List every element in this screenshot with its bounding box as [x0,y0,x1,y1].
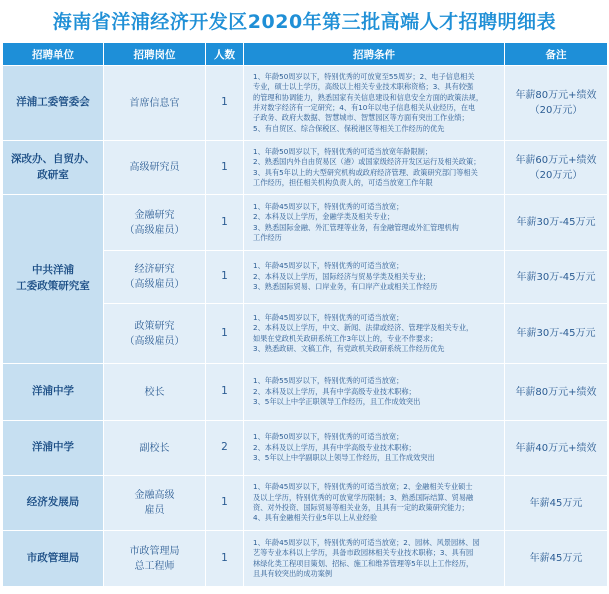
count-cell [206,66,244,141]
condition-line: 子政务、政府大数据、智慧城市、智慧园区等方面有突出工作业绩； [253,113,469,123]
condition-line: 资、对外投资、国际贸易等相关业务，且具有一定的政策研究能力； [253,503,469,512]
position-cell [104,421,206,476]
unit-cell [3,195,104,364]
header-conditions: 招聘条件 [244,43,505,66]
unit-name: 市政管理局 [26,551,80,564]
headcount: 1 [221,551,228,564]
unit-name-line: 政研室 [37,168,69,181]
remark-line: 年薪45万元 [529,553,583,564]
position-cell [104,251,206,304]
position-name-line: （高级雇员） [124,224,185,236]
table-row [3,476,608,531]
unit-cell [3,364,104,421]
remark-line: 年薪60万元+绩效 [515,154,597,166]
condition-line: 1、年龄45周岁以下，特别优秀的可适当放宽；2、园林、风景园林、园 [253,537,480,547]
table-row [3,364,608,421]
condition-line: 3、5年以上中学副职以上领导工作经历，且工作成效突出 [253,453,435,463]
condition-line: 3、具有5年以上的大型研究机构或政府经济管理、政策研究部门等相关 [253,167,478,177]
position-name-line: （高级雇员） [124,335,185,347]
position-cell [104,304,206,364]
condition-line: 并对数字经济有一定研究；4、有10年以电子信息相关从业经历，在电 [253,103,476,112]
header-remarks: 备注 [505,43,608,66]
table-row [3,141,608,195]
condition-line: 2、本科及以上学历，中文、新闻、法律或经济、管理学及相关专业， [253,323,474,333]
remark-cell [505,66,608,141]
condition-line: 的管理和协调能力，熟悉国家有关信息建设和信息安全方面的政策法规， [253,92,484,102]
condition-line: 3、熟悉政研、文稿工作，有党政机关政研系统工作经历优先 [253,343,445,353]
condition-line: 2、本科及以上学历，国际经济与贸易学类及相关专业； [253,271,431,281]
position-name-line: 经济研究 [134,264,175,275]
condition-line: 工作经历，担任相关机构负责人的，可适当放宽工作年限 [253,177,433,187]
condition-line: 1、年龄45周岁以下，特别优秀的可适当放宽； [253,201,404,211]
count-cell [206,195,244,251]
unit-cell [3,421,104,476]
count-cell [206,476,244,531]
unit-cell [3,66,104,141]
remark-line: 年薪40万元+绩效 [515,442,597,454]
position-cell [104,364,206,421]
table-row [3,66,608,141]
conditions-cell [244,476,505,531]
headcount: 1 [221,160,228,173]
remark-line: 年薪30万-45万元 [516,217,596,228]
position-name-line: 金融研究 [134,209,175,221]
condition-line: 3、熟悉国际金融、外汇管理等业务，有金融管理或外汇管理机构 [253,222,459,232]
headcount: 2 [221,441,228,454]
table-row [3,195,608,251]
unit-name-line: 中共洋浦 [32,264,74,277]
header-count: 人数 [206,43,244,66]
condition-line: 2、本科及以上学历，具有中学高级专业技术职称； [253,442,416,452]
position-cell [104,66,206,141]
remark-line: （20万元） [529,105,583,116]
condition-line: 专业，硕士以上学历，高级以上相关专业技术职称资格；3、具有较强 [253,82,474,92]
condition-line: 1、年龄45周岁以下，特别优秀的可适当放宽； [253,312,404,322]
headcount: 1 [221,270,228,283]
condition-line: 1、年龄45周岁以下，特别优秀的可适当放宽； [253,261,404,271]
count-cell [206,141,244,195]
table-row [3,531,608,587]
condition-line: 3、5年以上中学正职领导工作经历，且工作成效突出 [253,397,421,407]
position-name-line: （高级雇员） [124,279,185,290]
position-cell [104,476,206,531]
condition-line: 2、本科及以上学历，金融学类及相关专业； [253,212,395,222]
headcount: 1 [221,96,228,109]
count-cell [206,531,244,587]
condition-line: 艺等专业本科以上学历，具备市政园林相关专业技术职称；3、具有园 [253,548,474,558]
remark-line: 年薪80万元+绩效 [515,90,597,101]
page-title: 海南省洋浦经济开发区2020年第三批高端人才招聘明细表 [52,10,557,33]
remark-line: 年薪30万-45万元 [516,271,596,283]
remark-line: 年薪30万-45万元 [516,328,596,339]
condition-line: 1、年龄45周岁以下，特别优秀的可适当放宽；2、金融相关专业硕士 [253,482,473,492]
position-name-line: 政策研究 [134,320,175,332]
position-name-line: 副校长 [139,442,170,454]
position-name-line: 市政管理局 [129,545,180,557]
position-name-line: 金融高级 [134,490,175,501]
remark-cell [505,251,608,304]
unit-name: 洋浦中学 [32,385,74,398]
condition-line: 1、年龄50周岁以下，特别优秀的可放宽至55周岁；2、电子信息相关 [253,71,475,81]
unit-cell [3,141,104,195]
condition-line: 2、本科及以上学历，具有中学高级专业技术职称； [253,386,416,396]
remark-cell [505,195,608,251]
remark-cell [505,304,608,364]
condition-line: 林绿化类工程项目策划、招标、施工和维养管理等5年以上工作经历， [253,558,474,568]
headcount: 1 [221,385,228,398]
condition-line: 1、年龄55周岁以下，特别优秀的可适当放宽； [253,376,404,386]
unit-name: 经济发展局 [26,496,80,509]
headcount: 1 [221,326,228,339]
conditions-cell [244,66,505,141]
conditions-cell [244,364,505,421]
remark-cell [505,476,608,531]
position-cell [104,531,206,587]
position-name-line: 总工程师 [134,560,175,572]
position-name-line: 雇员 [144,505,165,516]
table-header-row [3,43,608,66]
count-cell [206,304,244,364]
position-cell [104,195,206,251]
headcount: 1 [221,215,228,228]
position-name-line: 校长 [144,386,165,398]
condition-line: 4、具有金融相关行业5年以上从业经验 [253,513,378,523]
header-unit: 招聘单位 [3,43,104,66]
remark-cell [505,421,608,476]
condition-line: 工作经历 [253,232,282,242]
condition-line: 2、熟悉国内外自由贸易区（港）或国家级经济开发区运行及相关政策； [253,157,481,167]
condition-line: 1、年龄50周岁以下，特别优秀的可适当放宽年龄限制； [253,146,433,156]
condition-line: 如果在党政机关政研系统工作3年以上的，专业不作要求； [253,333,438,343]
unit-name: 洋浦中学 [32,441,74,454]
header-position: 招聘岗位 [104,43,206,66]
remark-cell [505,141,608,195]
condition-line: 5、有自贸区、综合保税区、保税港区等相关工作经历的优先 [253,123,445,133]
conditions-cell [244,141,505,195]
condition-line: 1、年龄50周岁以下，特别优秀的可适当放宽； [253,432,404,442]
conditions-cell [244,251,505,304]
unit-name-line: 深改办、自贸办、 [11,152,95,165]
headcount: 1 [221,496,228,509]
remark-line: （20万元） [529,169,583,181]
conditions-cell [244,531,505,587]
count-cell [206,421,244,476]
condition-line: 且具有较突出的成功案例 [253,568,333,578]
condition-line: 3、熟悉国际贸易、口岸业务，有口岸产业或相关工作经历 [253,282,438,292]
recruitment-table [2,42,608,587]
remark-line: 年薪45万元 [529,497,583,509]
condition-line: 及以上学历，特别优秀的可放宽学历限制；3、熟悉国际结算、贸易融 [253,492,474,502]
table-row [3,421,608,476]
count-cell [206,251,244,304]
unit-cell [3,531,104,587]
remark-cell [505,364,608,421]
unit-name-line: 工委政策研究室 [16,280,90,292]
position-cell [104,141,206,195]
position-name-line: 首席信息官 [129,97,180,109]
count-cell [206,364,244,421]
conditions-cell [244,421,505,476]
conditions-cell [244,304,505,364]
remark-line: 年薪80万元+绩效 [515,386,597,398]
conditions-cell [244,195,505,251]
remark-cell [505,531,608,587]
position-name-line: 高级研究员 [129,162,180,173]
unit-cell [3,476,104,531]
unit-name: 洋浦工委管委会 [16,96,90,109]
